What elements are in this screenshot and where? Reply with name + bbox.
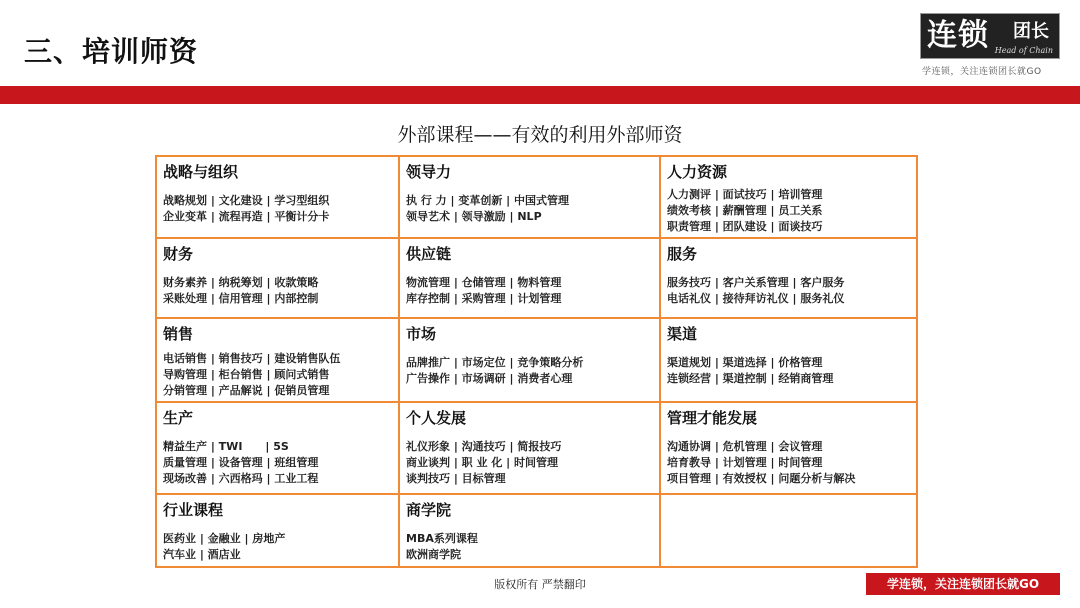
course-cell-empty: [661, 495, 916, 566]
cell-line: 医药业 | 金融业 | 房地产: [163, 532, 286, 545]
cell-line: 谈判技巧 | 目标管理: [406, 472, 506, 485]
cell-title: 供应链: [406, 245, 452, 263]
course-cell-finance: [157, 239, 400, 319]
cell-line: 渠道规划 | 渠道选择 | 价格管理: [667, 356, 823, 369]
cell-title: 商学院: [406, 501, 452, 519]
cell-line: 导购管理 | 柜台销售 | 顾问式销售: [163, 368, 330, 381]
cell-line: 战略规划 | 文化建设 | 学习型组织: [163, 194, 330, 207]
cell-line: 欧洲商学院: [406, 548, 461, 561]
cell-line: 培育教导 | 计划管理 | 时间管理: [667, 456, 823, 469]
footer-slogan-badge: 学连锁，关注连锁团长就GO: [866, 573, 1060, 595]
cell-line: 汽车业 | 酒店业: [163, 548, 241, 561]
page-title: 三、培训师资: [24, 35, 199, 68]
cell-title: 人力资源: [667, 163, 728, 181]
cell-title: 生产: [163, 409, 194, 427]
section-subtitle: 外部课程——有效的利用外部师资: [397, 124, 683, 146]
cell-line: 礼仪形象 | 沟通技巧 | 简报技巧: [406, 440, 562, 453]
logo-slogan: 学连锁，关注连锁团长就GO: [922, 67, 1042, 77]
course-cell-marketing: [400, 319, 661, 403]
cell-title: 行业课程: [163, 501, 224, 519]
course-cell-leadership: [400, 157, 661, 239]
brand-logo: [920, 13, 1060, 59]
cell-title: 市场: [406, 325, 437, 343]
course-cell-production: [157, 403, 400, 495]
cell-line: 财务素养 | 纳税筹划 | 收款策略: [163, 276, 319, 289]
logo-main-text: 连锁: [927, 18, 989, 53]
cell-line: 质量管理 | 设备管理 | 班组管理: [163, 456, 319, 469]
cell-title: 销售: [163, 325, 194, 343]
cell-title: 渠道: [667, 325, 698, 343]
cell-title: 财务: [163, 245, 194, 263]
cell-line: 库存控制 | 采购管理 | 计划管理: [406, 292, 562, 305]
cell-line: 电话礼仪 | 接待拜访礼仪 | 服务礼仪: [667, 292, 845, 305]
cell-line: 连锁经营 | 渠道控制 | 经销商管理: [667, 372, 834, 385]
cell-line: 电话销售 | 销售技巧 | 建设销售队伍: [163, 352, 341, 365]
cell-title: 领导力: [406, 163, 452, 181]
cell-line: 采账处理 | 信用管理 | 内部控制: [163, 292, 319, 305]
course-cell-strategy: [157, 157, 400, 239]
cell-title: 战略与组织: [163, 163, 239, 181]
cell-line: 物流管理 | 仓储管理 | 物料管理: [406, 276, 562, 289]
logo-sub-text: Head of Chain: [994, 46, 1053, 55]
course-grid: [155, 155, 918, 568]
course-cell-supply-chain: [400, 239, 661, 319]
course-cell-channel: [661, 319, 916, 403]
header-divider-band: [0, 86, 1080, 104]
cell-line: 分销管理 | 产品解说 | 促销员管理: [163, 384, 330, 397]
course-cell-service: [661, 239, 916, 319]
course-cell-hr: [661, 157, 916, 239]
cell-line: 品牌推广 | 市场定位 | 竞争策略分析: [406, 356, 584, 369]
cell-line: 职责管理 | 团队建设 | 面谈技巧: [667, 220, 823, 233]
cell-line: 广告操作 | 市场调研 | 消费者心理: [406, 372, 573, 385]
copyright-notice: 版权所有 严禁翻印: [494, 578, 586, 591]
cell-line: 现场改善 | 六西格玛 | 工业工程: [163, 472, 319, 485]
course-cell-personal-development: [400, 403, 661, 495]
cell-line: 精益生产 | TWI | 5S: [163, 440, 289, 453]
cell-line: 沟通协调 | 危机管理 | 会议管理: [667, 440, 823, 453]
logo-small-text: 团长: [1013, 21, 1049, 42]
cell-line: 服务技巧 | 客户关系管理 | 客户服务: [667, 276, 845, 289]
cell-line: 项目管理 | 有效授权 | 问题分析与解决: [667, 472, 856, 485]
course-cell-management-skills: [661, 403, 916, 495]
cell-line: 商业谈判 | 职 业 化 | 时间管理: [406, 456, 559, 469]
cell-title: 服务: [667, 245, 698, 263]
cell-line: 人力测评 | 面试技巧 | 培训管理: [667, 188, 823, 201]
cell-line: 执 行 力 | 变革创新 | 中国式管理: [406, 194, 570, 207]
cell-line: 绩效考核 | 薪酬管理 | 员工关系: [667, 204, 823, 217]
cell-line: 企业变革 | 流程再造 | 平衡计分卡: [163, 210, 330, 223]
cell-line: 领导艺术 | 领导激励 | NLP: [406, 210, 542, 223]
course-cell-business-school: [400, 495, 661, 566]
course-cell-sales: [157, 319, 400, 403]
cell-line: MBA系列课程: [406, 532, 478, 545]
cell-title: 管理才能发展: [667, 409, 758, 427]
cell-title: 个人发展: [406, 409, 467, 427]
course-cell-industry: [157, 495, 400, 566]
